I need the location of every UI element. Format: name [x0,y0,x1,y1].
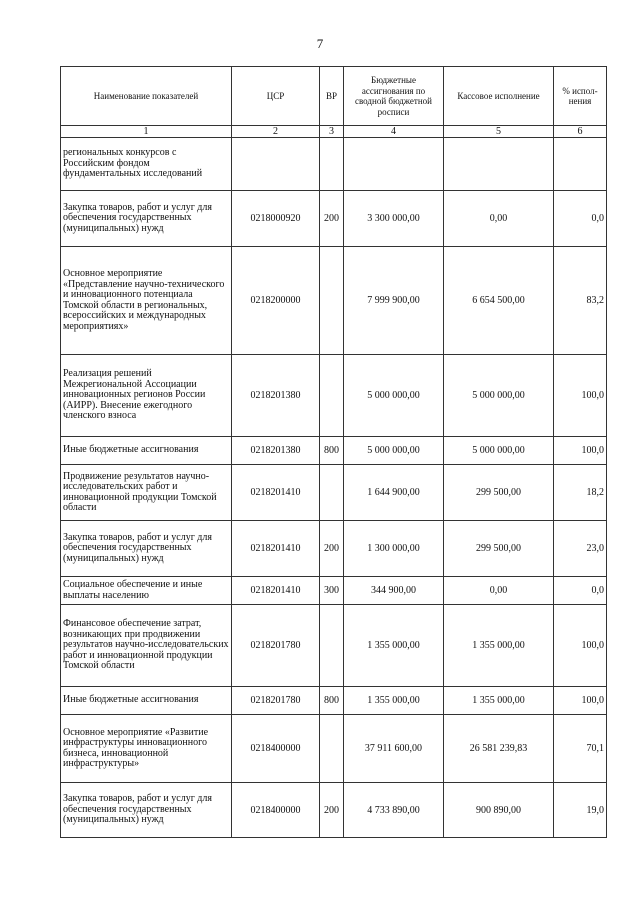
header-indicator-name: Наименование показателей [61,67,232,126]
cash-amount: 5 000 000,00 [444,437,554,465]
csr-code: 0218000920 [232,191,320,247]
cash-amount: 26 581 239,83 [444,715,554,783]
table-row [61,355,607,437]
cash-amount: 1 355 000,00 [444,687,554,715]
budget-amount: 1 355 000,00 [344,605,444,687]
table-row [61,715,607,783]
execution-percent: 100,0 [554,437,607,465]
cash-amount: 5 000 000,00 [444,355,554,437]
vr-code: 800 [320,437,344,465]
header-vr: ВР [320,67,344,126]
execution-percent: 19,0 [554,783,607,838]
cash-amount [444,138,554,191]
vr-code [320,715,344,783]
vr-code: 200 [320,191,344,247]
column-number: 2 [232,126,320,138]
cash-amount: 6 654 500,00 [444,247,554,355]
csr-code: 0218201380 [232,355,320,437]
execution-percent: 23,0 [554,521,607,577]
table-row [61,783,607,838]
vr-code: 200 [320,783,344,838]
indicator-name: Иные бюджетные ассигнования [61,687,232,715]
csr-code: 0218201380 [232,437,320,465]
table-row [61,191,607,247]
csr-code: 0218400000 [232,783,320,838]
column-number-row [61,126,607,138]
table-row [61,247,607,355]
execution-percent: 18,2 [554,465,607,521]
table-row [61,138,607,191]
cash-amount: 299 500,00 [444,465,554,521]
vr-code [320,465,344,521]
header-execution-percent: % испол-нения [554,67,607,126]
budget-execution-table [60,66,607,838]
table-header-row [61,67,607,126]
column-number: 6 [554,126,607,138]
csr-code: 0218200000 [232,247,320,355]
budget-amount: 3 300 000,00 [344,191,444,247]
execution-percent: 0,0 [554,577,607,605]
budget-amount: 4 733 890,00 [344,783,444,838]
column-number: 3 [320,126,344,138]
csr-code: 0218201410 [232,577,320,605]
indicator-name: Закупка товаров, работ и услуг для обеспечения государственных (муниципальных) нужд [61,521,232,577]
table-row [61,465,607,521]
indicator-name: Закупка товаров, работ и услуг для обеспечения государственных (муниципальных) нужд [61,191,232,247]
csr-code: 0218201410 [232,465,320,521]
vr-code [320,355,344,437]
table-row [61,605,607,687]
indicator-name: Основное мероприятие «Развитие инфраструктуры инновационного бизнеса, инновационной инфраструктуры» [61,715,232,783]
cash-amount: 0,00 [444,191,554,247]
table-row [61,687,607,715]
indicator-name: Финансовое обеспечение затрат, возникающих при продвижении результатов научно-исследовательских работ и инновационной продукции Томской области [61,605,232,687]
csr-code: 0218201780 [232,605,320,687]
cash-amount: 900 890,00 [444,783,554,838]
budget-amount [344,138,444,191]
budget-amount: 5 000 000,00 [344,437,444,465]
execution-percent: 100,0 [554,605,607,687]
header-budget-allocations: Бюджетные ассигнования по сводной бюджетной росписи [344,67,444,126]
cash-amount: 299 500,00 [444,521,554,577]
header-cash-execution: Кассовое исполнение [444,67,554,126]
execution-percent: 100,0 [554,687,607,715]
header-csr: ЦСР [232,67,320,126]
indicator-name: региональных конкурсов с Российским фондом фундаментальных исследований [61,138,232,191]
csr-code: 0218201410 [232,521,320,577]
budget-amount: 5 000 000,00 [344,355,444,437]
indicator-name: Иные бюджетные ассигнования [61,437,232,465]
column-number: 1 [61,126,232,138]
vr-code: 300 [320,577,344,605]
table-row [61,437,607,465]
budget-amount: 344 900,00 [344,577,444,605]
execution-percent: 0,0 [554,191,607,247]
cash-amount: 1 355 000,00 [444,605,554,687]
vr-code [320,605,344,687]
budget-amount: 1 644 900,00 [344,465,444,521]
execution-percent: 100,0 [554,355,607,437]
csr-code: 0218201780 [232,687,320,715]
page-number: 7 [316,36,324,51]
column-number: 5 [444,126,554,138]
vr-code [320,247,344,355]
vr-code [320,138,344,191]
csr-code: 0218400000 [232,715,320,783]
budget-amount: 1 300 000,00 [344,521,444,577]
indicator-name: Продвижение результатов научно-исследовательских работ и инновационной продукции Томской области [61,465,232,521]
execution-percent: 70,1 [554,715,607,783]
vr-code: 200 [320,521,344,577]
budget-amount: 7 999 900,00 [344,247,444,355]
execution-percent [554,138,607,191]
budget-amount: 1 355 000,00 [344,687,444,715]
indicator-name: Закупка товаров, работ и услуг для обеспечения государственных (муниципальных) нужд [61,783,232,838]
indicator-name: Основное мероприятие «Представление научно-технического и инновационного потенциала Томской области в региональных, всероссийских и международных мероприятиях» [61,247,232,355]
indicator-name: Социальное обеспечение и иные выплаты населению [61,577,232,605]
table-row [61,521,607,577]
indicator-name: Реализация решений Межрегиональной Ассоциации инновационных регионов России (АИРР). Внесение ежегодного членского взноса [61,355,232,437]
cash-amount: 0,00 [444,577,554,605]
table-row [61,577,607,605]
csr-code [232,138,320,191]
vr-code: 800 [320,687,344,715]
budget-amount: 37 911 600,00 [344,715,444,783]
execution-percent: 83,2 [554,247,607,355]
column-number: 4 [344,126,444,138]
